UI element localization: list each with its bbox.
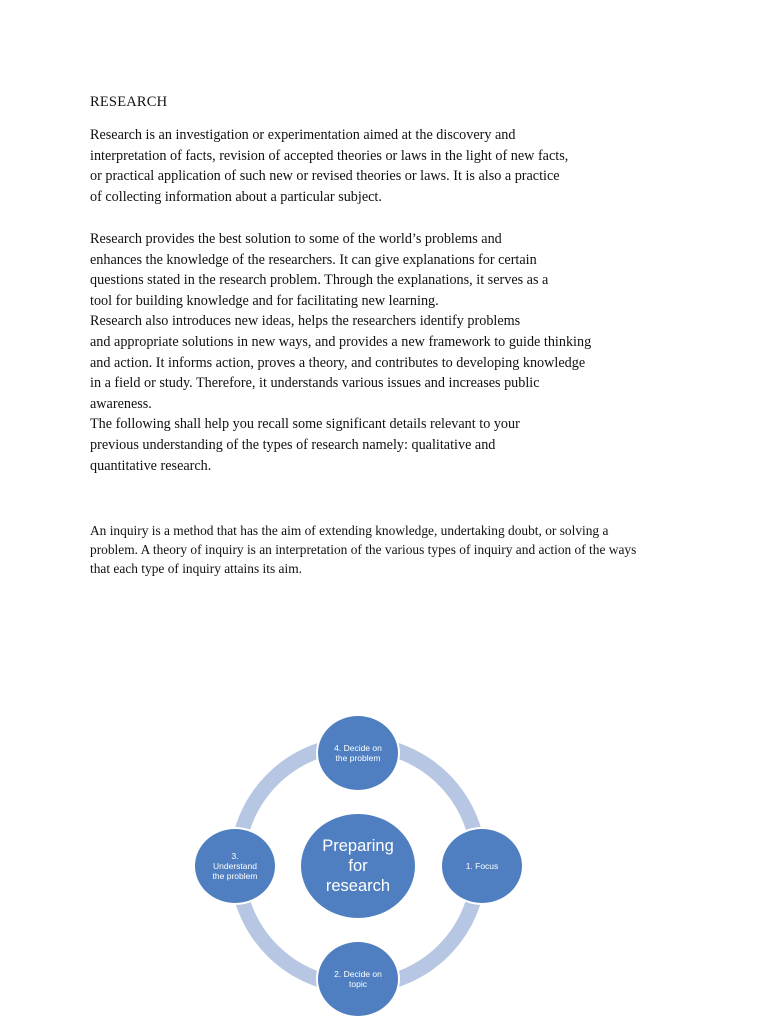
center-label-line: Preparing: [322, 837, 394, 855]
paragraph-line: interpretation of facts, revision of accepted theories or laws in the light of new facts,: [90, 147, 569, 164]
node-label-line: 4. Decide on: [334, 743, 382, 753]
center-node: [301, 814, 415, 918]
paragraph-line: An inquiry is a method that has the aim of extending knowledge, undertaking doubt, or solving a: [90, 523, 609, 538]
paragraph-line: and action. It informs action, proves a theory, and contributes to developing knowledge: [90, 354, 586, 371]
paragraph-line: in a field or study. Therefore, it understands various issues and increases public: [90, 375, 540, 392]
node-label-line: 2. Decide on: [334, 969, 382, 979]
research-cycle-diagram: [190, 712, 530, 1018]
step-1-node: [442, 829, 522, 903]
node-label-line: Understand: [213, 861, 257, 871]
step-3-node: [195, 829, 275, 903]
node-label-line: 1. Focus: [465, 861, 499, 871]
paragraph-line: of collecting information about a particular subject.: [90, 188, 382, 205]
node-label-line: the problem: [212, 871, 258, 881]
paragraph-line: tool for building knowledge and for facilitating new learning.: [90, 292, 439, 309]
paragraph-line: enhances the knowledge of the researchers. It can give explanations for certain: [90, 251, 537, 268]
step-2-node: [318, 942, 398, 1016]
paragraph-research-benefits: [90, 229, 591, 476]
center-label-line: research: [325, 877, 391, 895]
node-label-line: the problem: [335, 753, 381, 763]
center-label-line: for: [348, 857, 368, 875]
paragraph-inquiry: [90, 521, 636, 578]
paragraph-line: The following shall help you recall some significant details relevant to your: [90, 416, 520, 433]
paragraph-line: and appropriate solutions in new ways, and provides a new framework to guide thinking: [90, 333, 592, 350]
paragraph-line: awareness.: [90, 395, 152, 412]
paragraph-line: quantitative research.: [90, 457, 212, 474]
document-heading: RESEARCH: [90, 94, 168, 110]
paragraph-line: problem. A theory of inquiry is an interpretation of the various types of inquiry and action of the ways: [90, 542, 637, 557]
paragraph-research-definition: [90, 125, 568, 207]
step-4-node: [318, 716, 398, 790]
paragraph-line: or practical application of such new or revised theories or laws. It is also a practice: [90, 168, 560, 185]
paragraph-line: Research is an investigation or experimentation aimed at the discovery and: [90, 127, 516, 143]
paragraph-line: Research also introduces new ideas, helps the researchers identify problems: [90, 313, 521, 330]
paragraph-line: questions stated in the research problem. Through the explanations, it serves as a: [90, 272, 549, 289]
node-label-line: 3.: [231, 851, 239, 861]
paragraph-line: that each type of inquiry attains its aim.: [90, 561, 302, 576]
paragraph-line: previous understanding of the types of research namely: qualitative and: [90, 436, 496, 453]
paragraph-line: Research provides the best solution to some of the world’s problems and: [90, 231, 502, 247]
node-label-line: topic: [349, 979, 367, 989]
